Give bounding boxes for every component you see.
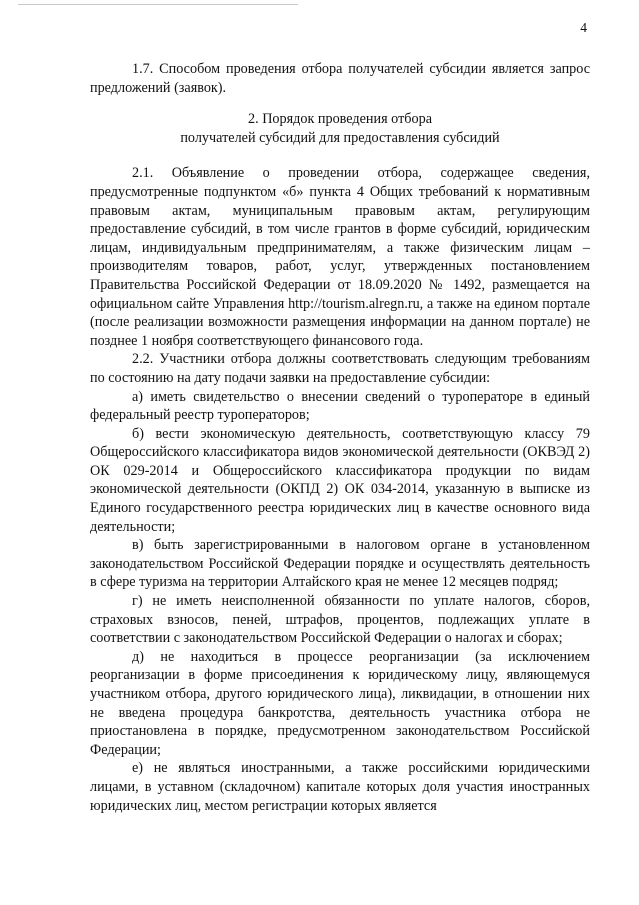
list-item-e: е) не являться иностранными, а также российскими юридическими лицами, в уставном (складочном) капитале которых доля участия иностранных юридических лиц, местом регистрации которых является — [90, 760, 590, 814]
list-item-a: а) иметь свидетельство о внесении сведений о туроператоре в единый федеральный реестр туроператоров; — [90, 388, 590, 424]
list-item-g: г) не иметь неисполненной обязанности по уплате налогов, сборов, страховых взносов, пеней, штрафов, процентов, подлежащих уплате в соответствии с законодательством Российской Федерации о налогах и сборах; — [90, 593, 590, 647]
paragraph-1-7: 1.7. Способом проведения отбора получателей субсидии является запрос предложений (заявок). — [90, 61, 590, 96]
list-item-v: в) быть зарегистрированными в налоговом органе в установленном законодательством Российской Федерации порядке и осуществлять деятельность в сфере туризма на территории Алтайского края не менее 12 месяцев подряд; — [90, 537, 590, 591]
top-border-line — [18, 4, 298, 5]
section-heading — [90, 110, 590, 147]
list-item-b: б) вести экономическую деятельность, соответствующую классу 79 Общероссийского классификатора видов экономической деятельности (ОКВЭД 2) ОК 029-2014 и Общероссийского классификатора продукции по видам экономической деятельности (ОКПД 2) ОК 034-2014, указанную в выписке из Единого государственного реестра юридических лиц в качестве основного вида деятельности; — [90, 425, 590, 535]
paragraph-2-2: 2.2. Участники отбора должны соответствовать следующим требованиям по состоянию на дату подачи заявки на предоставление субсидии: — [90, 351, 590, 386]
page-number: 4 — [580, 20, 587, 35]
section-heading-line-2: получателей субсидий для предоставления субсидий — [180, 129, 500, 146]
list-item-d: д) не находиться в процессе реорганизации (за исключением реорганизации в форме присоединения к юридическому лицу, являющемуся участником отбора, другого юридического лица), ликвидации, в отношении них не введена процедура банкротства, деятельность участника отбора не приостановлена в порядке, предусмотренном законодательством Российской Федерации; — [90, 648, 590, 758]
paragraph-2-1: 2.1. Объявление о проведении отбора, содержащее сведения, предусмотренные подпунктом «б» пункта 4 Общих требований к нормативным правовым актам, муниципальным правовым актам, регулирующим предоставление субсидий, в том числе грантов в форме субсидий, юридическим лицам, индивидуальным предпринимателям, а также физическим лицам – производителям товаров, работ, услуг, утвержденных постановлением Правительства Российской Федерации от 18.09.2020 № 1492, размещается на официальном сайте Управления http://tourism.alregn.ru, а также на едином портале (после реализации возможности размещения информации на данном портале) не позднее 1 ноября соответствующего финансового года. — [90, 165, 590, 349]
section-heading-line-1: 2. Порядок проведения отбора — [248, 111, 432, 128]
document-body — [90, 60, 590, 815]
